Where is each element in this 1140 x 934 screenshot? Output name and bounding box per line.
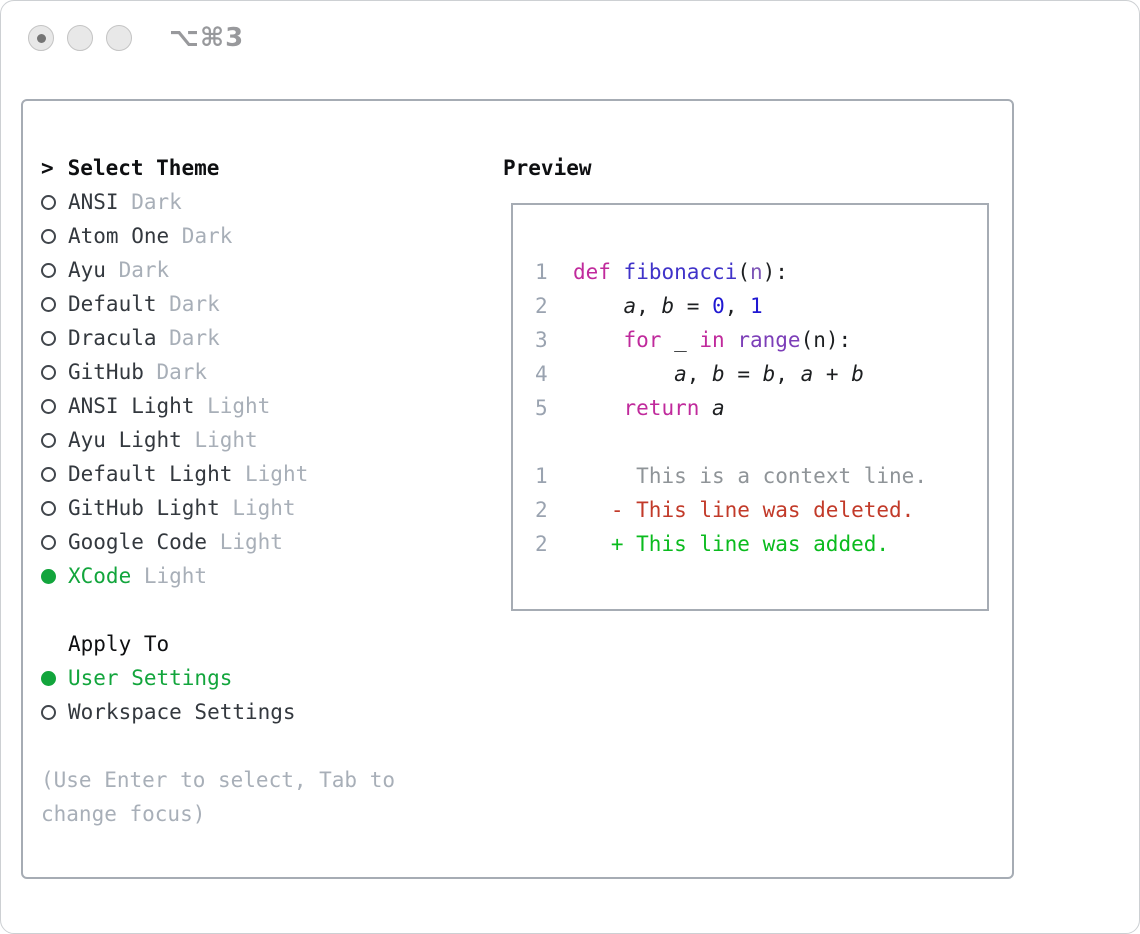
spacer	[41, 593, 491, 627]
theme-variant-label: Light	[245, 462, 309, 486]
theme-variant-label: Light	[194, 428, 258, 452]
code-segment-pl: (	[737, 260, 750, 284]
usage-hint: (Use Enter to select, Tab to change focus)	[41, 768, 396, 826]
option-label: Default	[68, 292, 157, 316]
code-segment-id: a	[674, 362, 687, 386]
code-segment-ln: 2	[535, 294, 548, 318]
active-window-dot-icon	[37, 34, 46, 43]
theme-option[interactable]	[41, 389, 491, 423]
apply-option[interactable]	[41, 695, 491, 729]
option-label: GitHub Light	[68, 496, 220, 520]
preview-column	[503, 151, 1013, 611]
theme-option[interactable]	[41, 457, 491, 491]
code-segment-pl	[548, 464, 637, 488]
option-label: ANSI Light	[68, 394, 195, 418]
code-segment-id: a	[800, 362, 814, 386]
prompt-caret-icon: >	[41, 156, 54, 180]
theme-picker-panel	[21, 99, 1014, 879]
code-segment-call: range	[737, 328, 801, 352]
theme-variant-label: Dark	[156, 360, 208, 384]
code-segment-pl	[548, 532, 611, 556]
code-line	[535, 391, 987, 425]
code-segment-pl	[548, 498, 611, 522]
radio-unselected-icon[interactable]	[41, 467, 56, 482]
code-segment-pl: ,	[686, 362, 713, 386]
theme-option[interactable]	[41, 185, 491, 219]
code-segment-pl	[611, 260, 624, 284]
code-line	[535, 527, 987, 561]
theme-option[interactable]	[41, 559, 491, 593]
code-line	[535, 425, 987, 459]
code-preview	[535, 255, 987, 561]
code-segment-ln: 2	[535, 532, 548, 556]
theme-list-column	[41, 151, 491, 831]
option-label: Google Code	[68, 530, 208, 554]
code-segment-pl: ,	[724, 294, 751, 318]
code-segment-id: b	[661, 294, 675, 318]
code-segment-pl: (n):	[800, 328, 852, 352]
theme-option[interactable]	[41, 287, 491, 321]
spacer	[41, 729, 491, 763]
code-segment-fn: fibonacci	[623, 260, 738, 284]
theme-variant-label: Light	[143, 564, 208, 588]
code-segment-pl: =	[724, 362, 763, 386]
code-segment-id: a	[623, 294, 637, 318]
option-label: Dracula	[68, 326, 157, 350]
theme-variant-label: Light	[219, 530, 283, 554]
code-segment-add: + This line was added.	[610, 532, 890, 556]
code-segment-ln: 1	[535, 464, 548, 488]
code-segment-id: a	[712, 396, 725, 420]
code-segment-ln: 1	[535, 260, 548, 284]
radio-unselected-icon[interactable]	[41, 229, 56, 244]
code-segment-id: b	[762, 362, 776, 386]
window-close-button[interactable]	[28, 25, 54, 51]
theme-option[interactable]	[41, 321, 491, 355]
code-segment-num: 1	[750, 294, 763, 318]
code-segment-pl: +	[813, 362, 852, 386]
code-segment-ln: 3	[535, 328, 548, 352]
code-segment-pl	[548, 260, 573, 284]
theme-option[interactable]	[41, 355, 491, 389]
select-theme-header	[41, 151, 491, 185]
code-segment-pl	[548, 294, 624, 318]
theme-option[interactable]	[41, 253, 491, 287]
code-line	[535, 459, 987, 493]
code-segment-pl: ,	[636, 294, 662, 318]
radio-unselected-icon[interactable]	[41, 433, 56, 448]
code-segment-ln: 5	[535, 396, 548, 420]
window-zoom-button[interactable]	[106, 25, 132, 51]
theme-variant-label: Dark	[181, 224, 233, 248]
code-line	[535, 255, 987, 289]
radio-unselected-icon[interactable]	[41, 535, 56, 550]
code-segment-pl	[699, 396, 712, 420]
code-segment-id: b	[851, 362, 864, 386]
theme-variant-label: Light	[232, 496, 296, 520]
window-minimize-button[interactable]	[67, 25, 93, 51]
theme-option[interactable]	[41, 423, 491, 457]
code-segment-pl: ,	[775, 362, 801, 386]
code-segment-pl	[548, 362, 674, 386]
code-segment-ln: 2	[535, 498, 548, 522]
code-segment-kw: def	[572, 260, 611, 284]
code-segment-kw: in	[699, 328, 725, 352]
apply-to-header: Apply To	[68, 632, 170, 656]
theme-variant-label: Light	[207, 394, 271, 418]
radio-selected-icon[interactable]	[41, 569, 56, 584]
option-label: XCode	[68, 564, 132, 588]
option-label: Workspace Settings	[68, 700, 296, 724]
code-segment-del: - This line was deleted.	[610, 498, 915, 522]
radio-unselected-icon[interactable]	[41, 297, 56, 312]
radio-unselected-icon[interactable]	[41, 365, 56, 380]
code-segment-pl	[548, 328, 624, 352]
radio-unselected-icon[interactable]	[41, 501, 56, 516]
option-label: ANSI	[68, 190, 119, 214]
code-segment-id: b	[712, 362, 725, 386]
theme-variant-label: Dark	[118, 258, 170, 282]
code-line	[535, 357, 987, 391]
option-label: Ayu	[68, 258, 106, 282]
code-segment-pl	[725, 328, 738, 352]
theme-option[interactable]	[41, 219, 491, 253]
code-segment-pl: ):	[762, 260, 788, 284]
code-segment-ln: 4	[535, 362, 548, 386]
code-segment-pl: =	[674, 294, 713, 318]
code-segment-kw: return	[623, 396, 700, 420]
theme-option[interactable]	[41, 525, 491, 559]
code-segment-num: 0	[712, 294, 725, 318]
code-line	[535, 323, 987, 357]
radio-unselected-icon[interactable]	[41, 263, 56, 278]
code-segment-pl	[548, 396, 624, 420]
theme-variant-label: Dark	[169, 292, 220, 316]
option-label: Ayu Light	[68, 428, 182, 452]
theme-variant-label: Dark	[131, 190, 182, 214]
radio-unselected-icon[interactable]	[41, 331, 56, 346]
option-label: User Settings	[68, 666, 233, 690]
radio-unselected-icon[interactable]	[41, 195, 56, 210]
radio-unselected-icon[interactable]	[41, 705, 56, 720]
code-segment-ctx: This is a context line.	[636, 464, 927, 488]
option-label: Default Light	[68, 462, 233, 486]
code-segment-pl: _	[661, 328, 700, 352]
code-line	[535, 493, 987, 527]
theme-list	[41, 185, 491, 593]
apply-to-list	[41, 661, 491, 729]
option-label: GitHub	[68, 360, 144, 384]
radio-unselected-icon[interactable]	[41, 399, 56, 414]
preview-header: Preview	[503, 156, 592, 180]
theme-option[interactable]	[41, 491, 491, 525]
select-theme-title: Select Theme	[67, 156, 220, 180]
apply-option[interactable]	[41, 661, 491, 695]
radio-selected-icon[interactable]	[41, 671, 56, 686]
theme-variant-label: Dark	[169, 326, 220, 350]
code-segment-pm: n	[750, 260, 763, 284]
code-line	[535, 289, 987, 323]
traffic-lights	[28, 25, 132, 51]
code-preview-box	[511, 203, 989, 611]
option-label: Atom One	[68, 224, 170, 248]
keyboard-shortcut-label: ⌥⌘3	[169, 23, 245, 53]
code-segment-kw: for	[623, 328, 662, 352]
window-titlebar	[1, 1, 1139, 75]
